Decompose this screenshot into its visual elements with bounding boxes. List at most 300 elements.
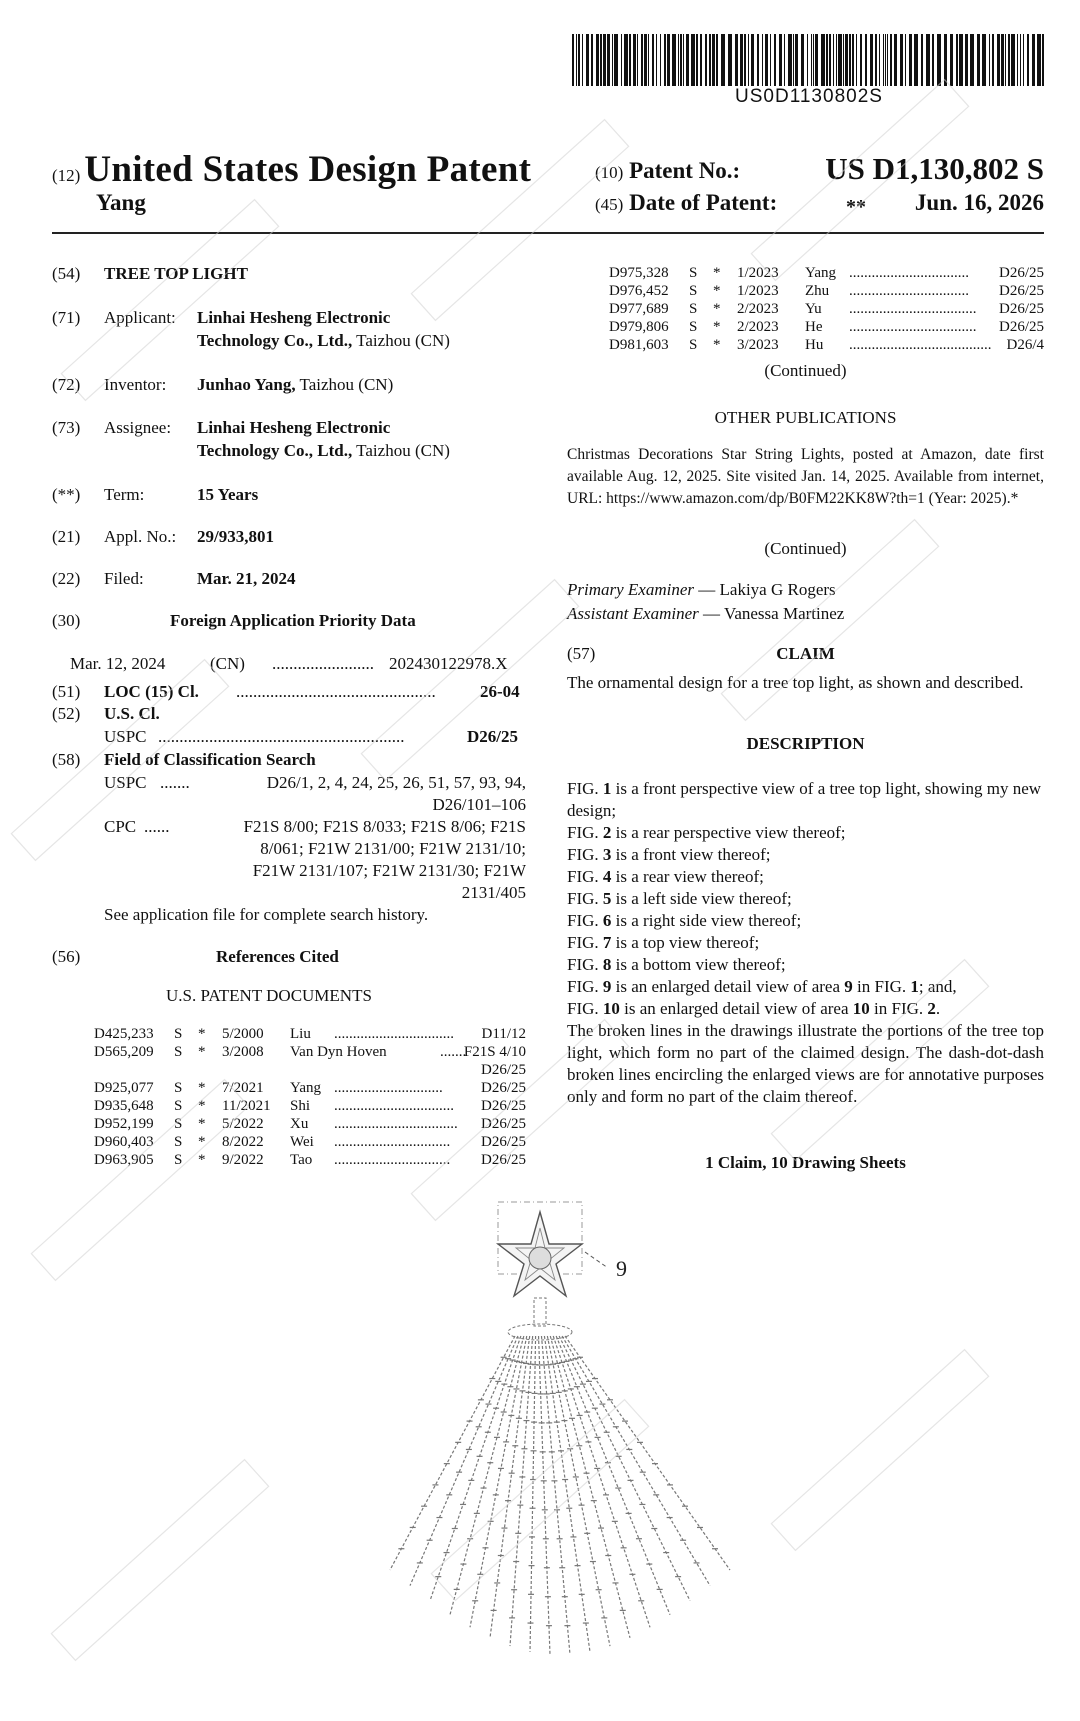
assignee-name-line1: Linhai Hesheng Electronic bbox=[197, 418, 391, 437]
barcode-bar bbox=[696, 34, 698, 86]
reference-row bbox=[94, 1151, 526, 1169]
barcode bbox=[572, 34, 1046, 86]
light-strand bbox=[544, 1336, 590, 1652]
continued-1: (Continued) bbox=[764, 361, 847, 380]
star-center-bulb bbox=[529, 1247, 551, 1269]
reference-kind: S bbox=[174, 1116, 183, 1132]
barcode-bar bbox=[970, 34, 974, 86]
barcode-bar bbox=[600, 34, 602, 86]
reference-name: Yang bbox=[290, 1080, 321, 1096]
reference-date: 8/2022 bbox=[222, 1134, 264, 1150]
barcode-bar bbox=[648, 34, 649, 86]
priority-data-heading: Foreign Application Priority Data bbox=[170, 611, 416, 630]
patent-number-label bbox=[595, 158, 740, 184]
light-strand bbox=[565, 1336, 730, 1570]
description-heading: DESCRIPTION bbox=[746, 734, 865, 753]
reference-date: 3/2008 bbox=[222, 1044, 264, 1060]
priority-number: 202430122978.X bbox=[389, 654, 508, 673]
fig-text: is a front perspective view of a tree top light, showing my new design; bbox=[567, 779, 1042, 820]
barcode-bar bbox=[1027, 34, 1029, 86]
barcode-bar bbox=[716, 34, 718, 86]
field-term bbox=[52, 483, 532, 506]
reference-kind: S bbox=[174, 1098, 183, 1114]
reference-star: * bbox=[713, 283, 721, 299]
reference-star: * bbox=[198, 1080, 206, 1096]
barcode-bar bbox=[578, 34, 580, 86]
search-cpc-line2: 8/061; F21W 2131/00; F21W 2131/10; bbox=[260, 839, 526, 858]
reference-name: Tao bbox=[290, 1152, 313, 1168]
fig-prefix: FIG. bbox=[567, 889, 603, 908]
barcode-bar bbox=[989, 34, 990, 86]
field-code: (51) bbox=[52, 682, 81, 701]
barcode-bar bbox=[762, 34, 763, 86]
fig-number: 4 bbox=[602, 867, 612, 886]
reference-dots: ................................. bbox=[334, 1116, 458, 1132]
fig-area: 10 bbox=[852, 999, 870, 1018]
field-code: (30) bbox=[52, 611, 81, 630]
field-code: (**) bbox=[52, 485, 81, 504]
patent-header-title bbox=[52, 148, 531, 191]
barcode-bar bbox=[614, 34, 618, 86]
reference-name: Zhu bbox=[805, 283, 830, 299]
reference-cls: D26/25 bbox=[481, 1080, 526, 1096]
fig-text: is an enlarged detail view of area bbox=[619, 999, 853, 1018]
uspc-sub-label: USPC bbox=[104, 727, 147, 746]
tree-top-light-drawing bbox=[380, 1190, 740, 1660]
watermark-mark bbox=[61, 200, 278, 401]
field-code: (56) bbox=[52, 947, 81, 966]
reference-num: D952,199 bbox=[94, 1116, 154, 1132]
barcode-bar bbox=[705, 34, 707, 86]
barcode-bar bbox=[572, 34, 574, 86]
reference-date: 1/2023 bbox=[737, 283, 779, 299]
claim-text: The ornamental design for a tree top light, as shown and described. bbox=[567, 673, 1024, 692]
inventor-place: Taizhou (CN) bbox=[295, 375, 394, 394]
reference-date: 5/2022 bbox=[222, 1116, 264, 1132]
barcode-bar bbox=[865, 34, 867, 86]
barcode-bar bbox=[1017, 34, 1018, 86]
barcode-bar bbox=[932, 34, 934, 86]
reference-num: D425,233 bbox=[94, 1026, 154, 1042]
appl-no-label: Appl. No.: bbox=[104, 527, 177, 546]
barcode-bar bbox=[735, 34, 738, 86]
reference-dots: ................................ bbox=[849, 265, 969, 281]
reference-date: 9/2022 bbox=[222, 1152, 264, 1168]
reference-row bbox=[609, 336, 1044, 354]
fig-ref: 1 bbox=[910, 977, 919, 996]
reference-dots: .................................. bbox=[849, 319, 977, 335]
reference-star: * bbox=[713, 337, 721, 353]
fig-text: is a rear view thereof; bbox=[611, 867, 764, 886]
barcode-bar bbox=[909, 34, 912, 86]
mount-post bbox=[534, 1298, 546, 1326]
reference-dots: ............................... bbox=[334, 1134, 451, 1150]
fig-number: 9 bbox=[602, 977, 612, 996]
reference-row bbox=[94, 1079, 526, 1097]
barcode-bar bbox=[821, 34, 825, 86]
fig-number: 7 bbox=[602, 933, 612, 952]
barcode-bar bbox=[1008, 34, 1010, 86]
uspc-dots: .......................................................... bbox=[158, 727, 405, 746]
reference-kind: S bbox=[689, 265, 698, 281]
continued-2: (Continued) bbox=[764, 539, 847, 558]
reference-row bbox=[609, 282, 1044, 300]
assistant-examiner-name: — Vanessa Martinez bbox=[698, 604, 845, 623]
reference-kind: S bbox=[689, 283, 698, 299]
barcode-bar bbox=[683, 34, 684, 86]
barcode-bar bbox=[885, 34, 886, 86]
barcode-bar bbox=[686, 34, 689, 86]
barcode-bar bbox=[826, 34, 828, 86]
fig-prefix: FIG. bbox=[567, 933, 603, 952]
reference-name: Liu bbox=[290, 1026, 311, 1042]
claim-code: (57) bbox=[567, 644, 596, 663]
primary-examiner-label: Primary Examiner bbox=[567, 580, 695, 599]
barcode-bar bbox=[680, 34, 682, 86]
barcode-bar bbox=[774, 34, 776, 86]
reference-kind: S bbox=[689, 301, 698, 317]
figure-description bbox=[567, 778, 1044, 822]
barcode-bar bbox=[656, 34, 657, 86]
barcode-bar bbox=[784, 34, 785, 86]
fig-number: 6 bbox=[602, 911, 612, 930]
reference-name: Van Dyn Hoven bbox=[290, 1044, 387, 1060]
patent-no-label: Patent No.: bbox=[629, 158, 741, 183]
barcode-bar bbox=[603, 34, 606, 86]
figure-description bbox=[567, 910, 1044, 932]
search-uspc-line1: D26/1, 2, 4, 24, 25, 26, 51, 57, 93, 94, bbox=[266, 773, 526, 792]
search-uspc-label: USPC bbox=[104, 773, 147, 792]
loc-dots: ............................................... bbox=[236, 682, 436, 701]
fig-prefix: FIG. bbox=[567, 779, 603, 798]
classification-search-heading: Field of Classification Search bbox=[104, 750, 316, 769]
fig-prefix: FIG. bbox=[567, 999, 603, 1018]
barcode-bar bbox=[637, 34, 638, 86]
barcode-bar bbox=[838, 34, 842, 86]
barcode-bar bbox=[829, 34, 831, 86]
barcode-bar bbox=[721, 34, 725, 86]
reference-kind: S bbox=[174, 1044, 183, 1060]
fig-number: 1 bbox=[602, 779, 612, 798]
loc-label: LOC (15) Cl. bbox=[104, 682, 199, 701]
figure-description bbox=[567, 954, 1044, 976]
reference-dots: ................................ bbox=[849, 283, 969, 299]
uspc-value: D26/25 bbox=[467, 727, 518, 746]
barcode-bar bbox=[664, 34, 666, 86]
reference-star: * bbox=[198, 1098, 206, 1114]
barcode-bar bbox=[596, 34, 599, 86]
reference-star: * bbox=[713, 301, 721, 317]
reference-kind: S bbox=[174, 1152, 183, 1168]
barcode-bar bbox=[607, 34, 610, 86]
reference-cls: D26/25 bbox=[481, 1062, 526, 1078]
barcode-bar bbox=[807, 34, 808, 86]
figure-description bbox=[567, 888, 1044, 910]
reference-row bbox=[94, 1025, 526, 1043]
reference-date: 11/2021 bbox=[222, 1098, 271, 1114]
reference-name: Shi bbox=[290, 1098, 311, 1114]
light-strand bbox=[450, 1336, 524, 1615]
barcode-bar bbox=[944, 34, 947, 86]
fig-text-2: in FIG. bbox=[869, 999, 928, 1018]
barcode-bar bbox=[890, 34, 892, 86]
reference-row bbox=[94, 1061, 526, 1079]
reference-num: D977,689 bbox=[609, 301, 669, 317]
reference-dots: ................................ bbox=[334, 1098, 454, 1114]
barcode-number: US0D1130802S bbox=[735, 86, 883, 107]
reference-name: He bbox=[805, 319, 823, 335]
reference-cls: D26/25 bbox=[481, 1116, 526, 1132]
barcode-bar bbox=[795, 34, 798, 86]
search-cpc-line3: F21W 2131/107; F21W 2131/30; F21W bbox=[252, 861, 526, 880]
barcode-bar bbox=[843, 34, 844, 86]
applicant-place: Taizhou (CN) bbox=[352, 331, 450, 350]
barcode-bar bbox=[1032, 34, 1035, 86]
applicant-name-line1: Linhai Hesheng Electronic bbox=[197, 308, 391, 327]
reference-name: Hu bbox=[805, 337, 824, 353]
fig-10-description bbox=[567, 998, 1044, 1020]
applicant-label: Applicant: bbox=[104, 308, 176, 327]
barcode-bar bbox=[779, 34, 782, 86]
other-publications-text: Christmas Decorations Star String Lights, posted at Amazon, date first available Aug. 12, 2025. Site visited Jan. 14, 2025. Available from internet, URL: https://www.amazon.com/dp/B0FM22KK8W?th=1 (Year: 2025).* bbox=[567, 446, 1044, 507]
figure-description bbox=[567, 844, 1044, 866]
fig-prefix: FIG. bbox=[567, 823, 603, 842]
barcode-bar bbox=[937, 34, 941, 86]
barcode-bar bbox=[652, 34, 654, 86]
barcode-bar bbox=[883, 34, 884, 86]
barcode-bar bbox=[856, 34, 857, 86]
fig-text: is a top view thereof; bbox=[611, 933, 760, 952]
reference-star: * bbox=[198, 1044, 206, 1060]
code-10: (10) bbox=[595, 163, 624, 182]
field-code: (72) bbox=[52, 375, 81, 394]
filed-label: Filed: bbox=[104, 569, 144, 588]
barcode-bar bbox=[629, 34, 631, 86]
barcode-bar bbox=[748, 34, 749, 86]
applicant-name-line2 bbox=[197, 329, 450, 352]
fig-number: 10 bbox=[602, 999, 620, 1018]
header-divider bbox=[52, 232, 1044, 234]
term-label: Term: bbox=[104, 485, 145, 504]
reference-date: 3/2023 bbox=[737, 337, 779, 353]
inventor-full-name: Junhao Yang, bbox=[197, 375, 296, 394]
barcode-bar bbox=[667, 34, 670, 86]
right-references-table bbox=[609, 264, 1044, 354]
fig-text: is a rear perspective view thereof; bbox=[611, 823, 846, 842]
fig-number: 8 bbox=[602, 955, 612, 974]
reference-name: Wei bbox=[290, 1134, 314, 1150]
barcode-bar bbox=[875, 34, 877, 86]
reference-star: * bbox=[198, 1116, 206, 1132]
barcode-bar bbox=[793, 34, 794, 86]
barcode-bar bbox=[1001, 34, 1004, 86]
reference-dots: .................................. bbox=[849, 301, 977, 317]
fig-prefix: FIG. bbox=[567, 911, 603, 930]
reference-name: Yu bbox=[805, 301, 822, 317]
appl-no-value: 29/933,801 bbox=[197, 527, 274, 546]
references-cited-heading: References Cited bbox=[216, 947, 339, 966]
fig-number: 2 bbox=[602, 823, 612, 842]
barcode-bar bbox=[1042, 34, 1044, 86]
reference-date: 2/2023 bbox=[737, 319, 779, 335]
reference-num: D981,603 bbox=[609, 337, 669, 353]
field-code: (54) bbox=[52, 264, 81, 283]
reference-name: Yang bbox=[805, 265, 836, 281]
document-title: United States Design Patent bbox=[84, 149, 532, 190]
callout-label: 9 bbox=[616, 1256, 627, 1281]
fig-area: 9 bbox=[844, 977, 853, 996]
barcode-bar bbox=[914, 34, 918, 86]
barcode-bar bbox=[1020, 34, 1021, 86]
barcode-bar bbox=[870, 34, 873, 86]
reference-num: D976,452 bbox=[609, 283, 669, 299]
claims-and-sheets: 1 Claim, 10 Drawing Sheets bbox=[705, 1153, 906, 1172]
figure-description bbox=[567, 932, 1044, 954]
light-strand bbox=[510, 1336, 533, 1646]
watermark-mark bbox=[51, 1460, 268, 1661]
field-code: (58) bbox=[52, 750, 81, 769]
reference-row bbox=[94, 1043, 526, 1061]
reference-num: D960,403 bbox=[94, 1134, 154, 1150]
field-code: (71) bbox=[52, 308, 81, 327]
barcode-bar bbox=[788, 34, 792, 86]
field-code: (73) bbox=[52, 418, 81, 437]
reference-kind: S bbox=[689, 319, 698, 335]
field-21 bbox=[52, 525, 532, 548]
barcode-bar bbox=[982, 34, 986, 86]
search-cpc-line1: F21S 8/00; F21S 8/033; F21S 8/06; F21S bbox=[243, 817, 526, 836]
reference-date: 2/2023 bbox=[737, 301, 779, 317]
field-code: (22) bbox=[52, 569, 81, 588]
primary-examiner bbox=[567, 579, 1044, 601]
design-title: TREE TOP LIGHT bbox=[104, 264, 248, 283]
barcode-bar bbox=[950, 34, 953, 86]
barcode-bar bbox=[1011, 34, 1015, 86]
barcode-bar bbox=[836, 34, 837, 86]
barcode-bar bbox=[644, 34, 647, 86]
reference-num: D979,806 bbox=[609, 319, 669, 335]
search-uspc-dots: ....... bbox=[160, 773, 190, 792]
reference-num: D935,648 bbox=[94, 1098, 154, 1114]
primary-examiner-name: — Lakiya G Rogers bbox=[694, 580, 836, 599]
barcode-bar bbox=[624, 34, 628, 86]
barcode-bar bbox=[728, 34, 732, 86]
fig-text: is an enlarged detail view of area bbox=[611, 977, 845, 996]
date-label: Date of Patent: bbox=[629, 190, 778, 215]
reference-date: 7/2021 bbox=[222, 1080, 264, 1096]
barcode-bar bbox=[992, 34, 994, 86]
reference-dots: ............................. bbox=[334, 1080, 443, 1096]
assignee-place: Taizhou (CN) bbox=[352, 441, 450, 460]
assistant-examiner-label: Assistant Examiner bbox=[567, 604, 699, 623]
reference-cls: D26/4 bbox=[1006, 337, 1044, 353]
assignee-label: Assignee: bbox=[104, 418, 172, 437]
barcode-bar bbox=[833, 34, 834, 86]
fig-text-end: ; and, bbox=[918, 977, 957, 996]
figure-description bbox=[567, 822, 1044, 844]
figure-description bbox=[567, 866, 1044, 888]
reference-star: * bbox=[713, 265, 721, 281]
barcode-bar bbox=[801, 34, 804, 86]
reference-dots: ...................................... bbox=[849, 337, 992, 353]
barcode-bar bbox=[770, 34, 771, 86]
barcode-bar bbox=[811, 34, 812, 86]
light-strand bbox=[539, 1336, 550, 1655]
fig-text: is a right side view thereof; bbox=[611, 911, 802, 930]
barcode-bar bbox=[887, 34, 888, 86]
light-strand bbox=[547, 1336, 610, 1646]
reference-cls: D11/12 bbox=[481, 1026, 526, 1042]
reference-cls: D26/25 bbox=[481, 1134, 526, 1150]
barcode-bar bbox=[765, 34, 768, 86]
other-publications-heading: OTHER PUBLICATIONS bbox=[714, 408, 897, 427]
left-references-table bbox=[94, 1025, 526, 1169]
barcode-bar bbox=[1037, 34, 1041, 86]
fig-number: 5 bbox=[602, 889, 612, 908]
us-cl-label: U.S. Cl. bbox=[104, 704, 160, 723]
reference-star: * bbox=[198, 1026, 206, 1042]
barcode-bar bbox=[678, 34, 679, 86]
barcode-bar bbox=[900, 34, 903, 86]
reference-name: Xu bbox=[290, 1116, 309, 1132]
reference-row bbox=[94, 1115, 526, 1133]
field-54 bbox=[52, 262, 532, 285]
barcode-bar bbox=[740, 34, 743, 86]
fig-text-2: in FIG. bbox=[852, 977, 911, 996]
reference-cls: D26/25 bbox=[999, 265, 1044, 281]
barcode-bar bbox=[712, 34, 715, 86]
fig-9-description bbox=[567, 976, 1044, 998]
applicant-company: Technology Co., Ltd., bbox=[197, 331, 353, 350]
claim-heading: CLAIM bbox=[776, 644, 835, 663]
barcode-bar bbox=[845, 34, 848, 86]
reference-num: D963,905 bbox=[94, 1152, 154, 1168]
priority-date: Mar. 12, 2024 bbox=[70, 654, 166, 673]
light-strand bbox=[562, 1336, 710, 1586]
reference-dots: ....... bbox=[440, 1044, 467, 1060]
barcode-bar bbox=[997, 34, 1000, 86]
field-52 bbox=[52, 702, 532, 725]
inventor-name bbox=[197, 373, 393, 396]
reference-cls: D26/25 bbox=[999, 301, 1044, 317]
fig-text: is a left side view thereof; bbox=[611, 889, 792, 908]
light-strand bbox=[541, 1336, 570, 1655]
barcode-bar bbox=[977, 34, 980, 86]
light-strands bbox=[390, 1336, 730, 1655]
fig-ref: 2 bbox=[927, 999, 936, 1018]
fig-prefix: FIG. bbox=[567, 955, 603, 974]
barcode-bar bbox=[591, 34, 593, 86]
light-strand bbox=[553, 1336, 650, 1627]
priority-dots: ........................ bbox=[272, 654, 374, 673]
reference-row bbox=[94, 1097, 526, 1115]
barcode-bar bbox=[815, 34, 818, 86]
barcode-bar bbox=[965, 34, 968, 86]
fig-text-end: . bbox=[935, 999, 941, 1018]
barcode-bar bbox=[633, 34, 636, 86]
barcode-bar bbox=[660, 34, 661, 86]
broken-lines-text: The broken lines in the drawings illustrate the portions of the tree top light, which form no part of the claimed design. The dash-dot-dash broken lines encircling the enlarged views are for annotative purposes only and form no part of the claim thereof. bbox=[567, 1021, 1044, 1106]
barcode-bar bbox=[849, 34, 851, 86]
search-history-note: See application file for complete search history. bbox=[104, 905, 429, 924]
field-code: (52) bbox=[52, 704, 81, 723]
reference-date: 5/2000 bbox=[222, 1026, 264, 1042]
fig-prefix: FIG. bbox=[567, 867, 603, 886]
code-12: (12) bbox=[52, 166, 81, 185]
reference-kind: S bbox=[174, 1026, 183, 1042]
barcode-bar bbox=[879, 34, 880, 86]
figure-list bbox=[567, 778, 1044, 976]
